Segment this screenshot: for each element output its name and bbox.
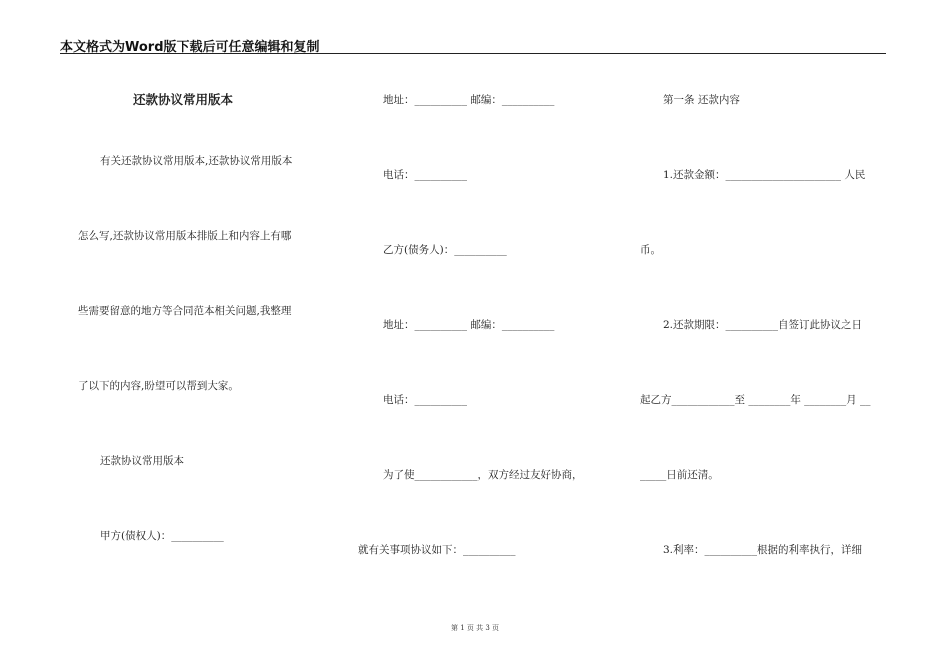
phone-line: 电话：__________ [383,394,467,406]
header-text: 本文格式为Word版下载后可任意编辑和复制 [60,40,320,55]
interest-line: 3.利率：__________根据的利率执行，详细 [663,544,863,556]
paragraph-line: 有关还款协议常用版本,还款协议常用版本 [100,155,293,167]
address-line: 地址：__________ 邮编：__________ [383,319,555,331]
phone-line: 电话：__________ [383,169,467,181]
page-footer: 第 1 页 共 3 页 [450,624,500,632]
article-heading: 第一条 还款内容 [663,94,740,106]
party-a-line: 甲方(债权人)：__________ [100,530,224,542]
document-title: 还款协议常用版本 [133,92,234,107]
amount-line: 1.还款金额：______________________ 人民 [663,169,866,181]
page-header [60,36,886,54]
paragraph-line: 了以下的内容,盼望可以帮到大家。 [78,380,239,392]
currency-line: 币。 [640,244,661,256]
paragraph-line: 怎么写,还款协议常用版本排版上和内容上有哪 [78,230,292,242]
paragraph-line: 些需要留意的地方等合同范本相关问题,我整理 [78,305,292,317]
term-line-continued: 起乙方____________至 ________年 ________月 __ [640,394,871,406]
address-line: 地址：__________ 邮编：__________ [383,94,555,106]
purpose-line: 为了使____________，双方经过友好协商， [383,469,583,481]
party-b-line: 乙方(债务人)：__________ [383,244,507,256]
agreement-line: 就有关事项协议如下：__________ [358,544,516,556]
term-line: 2.还款期限：__________自签订此协议之日 [663,319,863,331]
term-line-end: _____日前还清。 [640,469,719,481]
section-heading: 还款协议常用版本 [100,455,184,467]
